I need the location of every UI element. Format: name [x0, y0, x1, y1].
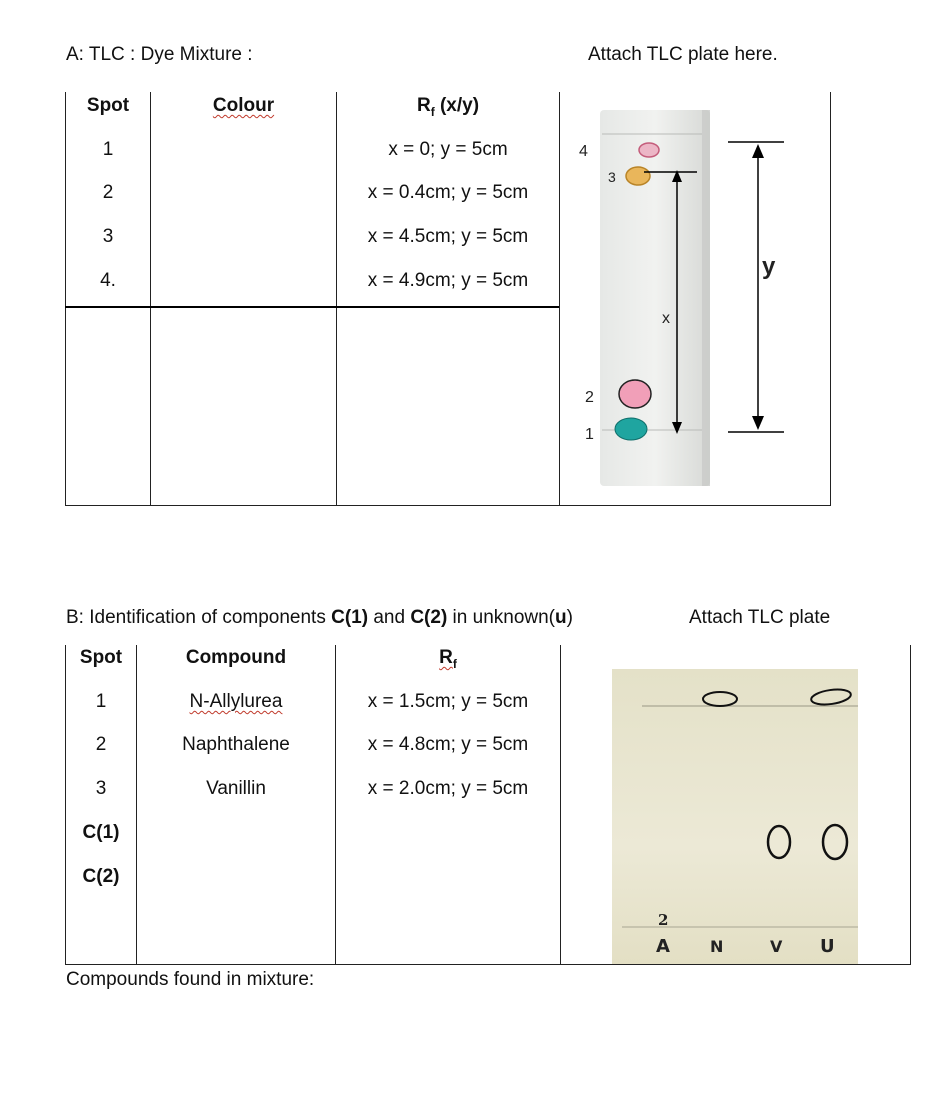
- header-spot: Spot: [86, 95, 130, 116]
- header-b-rf-sub: f: [452, 656, 457, 671]
- header-colour: [151, 95, 336, 117]
- table-b-row-2-spot: 2: [95, 734, 107, 755]
- plate-b-top-mark: 2: [658, 911, 669, 929]
- plate-a-x-label: x: [662, 310, 670, 327]
- y-arrow-head-down: [752, 416, 764, 430]
- table-a-row-2-rf: x = 0.4cm; y = 5cm: [367, 182, 529, 203]
- table-b-row-3-rf: x = 2.0cm; y = 5cm: [367, 778, 529, 799]
- compounds-found-label: Compounds found in mixture:: [66, 969, 315, 990]
- header-colour-text: Colour: [212, 95, 275, 116]
- section-b-title-part-3: in unknown(: [447, 607, 556, 628]
- spot-3-orange: [626, 167, 650, 185]
- table-a-divider-3: [559, 92, 560, 506]
- spot-2-pink: [619, 380, 651, 408]
- plate-b-letter-u: U: [820, 936, 835, 957]
- section-b-attach-note: Attach TLC plate: [689, 607, 831, 628]
- spot-1-teal: [615, 418, 647, 440]
- table-a-row-4-spot: 4.: [100, 270, 116, 291]
- section-a-attach-note: Attach TLC plate here.: [588, 44, 778, 65]
- header-rf-tail: (x/y): [434, 95, 480, 116]
- header-rf-main: R: [416, 95, 431, 116]
- tlc-plate-a: [562, 104, 828, 494]
- table-b-row-5-spot: C(2): [82, 866, 120, 887]
- table-b-row-1-rf: x = 1.5cm; y = 5cm: [367, 691, 529, 712]
- plate-b-letter-a: A: [656, 936, 670, 957]
- table-a-row-2-spot: 2: [102, 182, 114, 203]
- spot-4-pink: [639, 143, 659, 157]
- section-b-title-part-4: ): [566, 607, 573, 628]
- table-a-divider-1: [150, 92, 151, 506]
- table-b-row-3-compound: Vanillin: [206, 778, 266, 799]
- section-b-title-c2: C(2): [410, 607, 448, 628]
- tlc-plate-b: [612, 669, 860, 965]
- section-b-title: [66, 607, 573, 629]
- section-a-title: A: TLC : Dye Mixture :: [66, 44, 253, 65]
- table-b-row-1-compound: [137, 691, 335, 713]
- y-arrow-head-up: [752, 144, 764, 158]
- header-b-rf-main: R: [439, 647, 453, 668]
- table-b-row-1-compound-text: N-Allylurea: [189, 691, 283, 712]
- plate-b-letter-v: V: [770, 937, 783, 956]
- plate-b-letter-n: N: [710, 937, 724, 956]
- table-a-row-3-spot: 3: [102, 226, 114, 247]
- table-a-border-right: [830, 92, 831, 506]
- table-a-border-bottom: [65, 505, 831, 506]
- plate-b-background: [612, 669, 858, 964]
- table-b-row-3-spot: 3: [95, 778, 107, 799]
- table-a-row-separator: [65, 306, 559, 308]
- table-b-row-1-spot: 1: [95, 691, 107, 712]
- plate-a-label-2: 2: [585, 389, 594, 406]
- plate-a-label-3: 3: [608, 169, 616, 185]
- table-b-border-right: [910, 645, 911, 965]
- section-b-title-c1: C(1): [331, 607, 369, 628]
- header-b-compound: Compound: [185, 647, 287, 668]
- plate-a-y-label: y: [762, 253, 776, 280]
- header-b-spot: Spot: [79, 647, 123, 668]
- table-b-row-4-spot: C(1): [82, 822, 120, 843]
- table-a-row-3-rf: x = 4.5cm; y = 5cm: [367, 226, 529, 247]
- section-b-title-part-2: and: [368, 607, 411, 628]
- table-a-row-4-rf: x = 4.9cm; y = 5cm: [367, 270, 529, 291]
- plate-a-edge: [702, 110, 710, 486]
- header-rf: [337, 95, 559, 119]
- header-b-rf: [336, 647, 560, 671]
- header-rf-sub: f: [430, 104, 435, 119]
- table-a-row-1-spot: 1: [102, 139, 114, 160]
- section-b-title-u: u: [555, 607, 567, 628]
- plate-a-label-1: 1: [585, 426, 594, 443]
- table-b-divider-3: [560, 645, 561, 965]
- table-b-row-2-compound: Naphthalene: [182, 734, 290, 755]
- table-b-row-2-rf: x = 4.8cm; y = 5cm: [367, 734, 529, 755]
- table-a-row-1-rf: x = 0; y = 5cm: [388, 139, 508, 160]
- section-b-title-part-1: B: Identification of components: [66, 607, 332, 628]
- plate-a-label-4: 4: [579, 143, 588, 160]
